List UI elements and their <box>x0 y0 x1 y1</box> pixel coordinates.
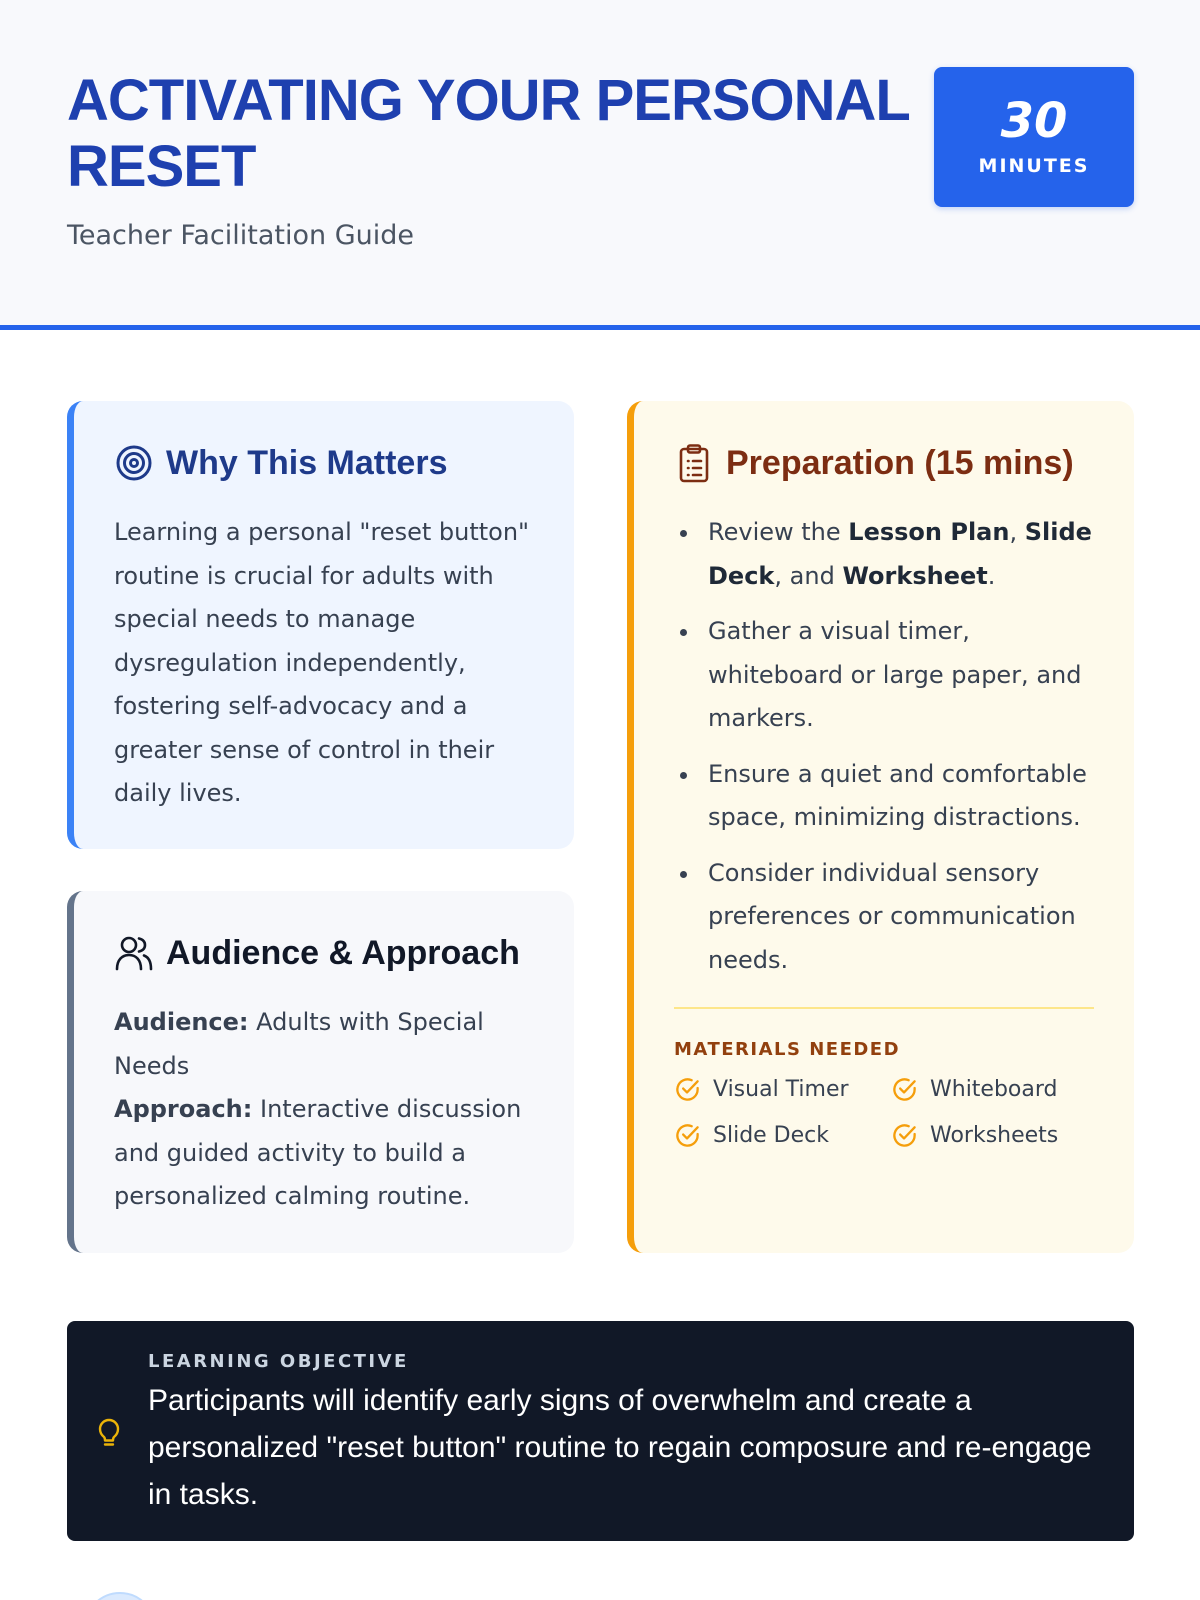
material-item <box>891 1121 1104 1149</box>
check-circle-icon <box>891 1122 918 1149</box>
material-label: Worksheets <box>930 1122 1059 1148</box>
check-circle-icon <box>891 1076 918 1103</box>
why-card-header <box>114 441 447 485</box>
preparation-list <box>674 511 1094 994</box>
users-icon <box>114 933 154 973</box>
target-icon <box>114 443 154 483</box>
duration-value: 30 <box>1000 93 1068 149</box>
material-item <box>674 1121 891 1149</box>
materials-divider <box>674 1007 1094 1009</box>
material-label: Slide Deck <box>713 1122 829 1148</box>
approach-value: Interactive discussion and guided activity to build a personalized calming routine. <box>114 1095 522 1210</box>
preparation-card-title: Preparation (15 mins) <box>726 443 1074 482</box>
audience-card-title: Audience & Approach <box>166 933 520 972</box>
material-label: Visual Timer <box>713 1076 849 1102</box>
list-item: Consider individual sensory preferences or communication needs. <box>674 852 1094 983</box>
duration-badge <box>934 67 1134 207</box>
page-subtitle: Teacher Facilitation Guide <box>67 220 414 251</box>
list-item: Ensure a quiet and comfortable space, minimizing distractions. <box>674 753 1094 840</box>
page-title: ACTIVATING YOUR PERSONAL RESET <box>67 68 909 199</box>
materials-grid <box>674 1075 1104 1149</box>
material-item <box>891 1075 1104 1103</box>
check-circle-icon <box>674 1076 701 1103</box>
objective-text: Participants will identify early signs of overwhelm and create a personalized "reset button" routine to regain composure and re-engage in tasks. <box>148 1384 1092 1511</box>
learning-objective-banner <box>67 1321 1134 1541</box>
materials-heading: MATERIALS NEEDED <box>674 1039 901 1060</box>
audience-card-body <box>114 1001 544 1219</box>
audience-value: Adults with Special Needs <box>114 1008 484 1080</box>
list-item: Gather a visual timer, whiteboard or large paper, and markers. <box>674 610 1094 741</box>
list-item: Review the Lesson Plan, Slide Deck, and Worksheet. <box>674 511 1094 598</box>
lightbulb-icon <box>95 1416 123 1450</box>
audience-card-header <box>114 931 520 975</box>
duration-unit: MINUTES <box>978 155 1090 177</box>
preparation-card <box>627 401 1134 1253</box>
audience-approach-card <box>67 891 574 1253</box>
material-item <box>674 1075 891 1103</box>
why-card-title: Why This Matters <box>166 443 448 482</box>
material-label: Whiteboard <box>930 1076 1058 1102</box>
section-marker-circle <box>84 1592 156 1600</box>
why-this-matters-card <box>67 401 574 849</box>
page-header <box>0 0 1200 330</box>
approach-label: Approach: <box>114 1095 253 1123</box>
audience-label: Audience: <box>114 1008 249 1036</box>
clipboard-icon <box>674 443 714 483</box>
check-circle-icon <box>674 1122 701 1149</box>
why-card-body: Learning a personal "reset button" routine is crucial for adults with special needs to manage dysregulation independently, fostering self-advocacy and a greater sense of control in their daily lives. <box>114 518 530 807</box>
preparation-card-header <box>674 441 1074 485</box>
objective-label: LEARNING OBJECTIVE <box>148 1351 409 1372</box>
